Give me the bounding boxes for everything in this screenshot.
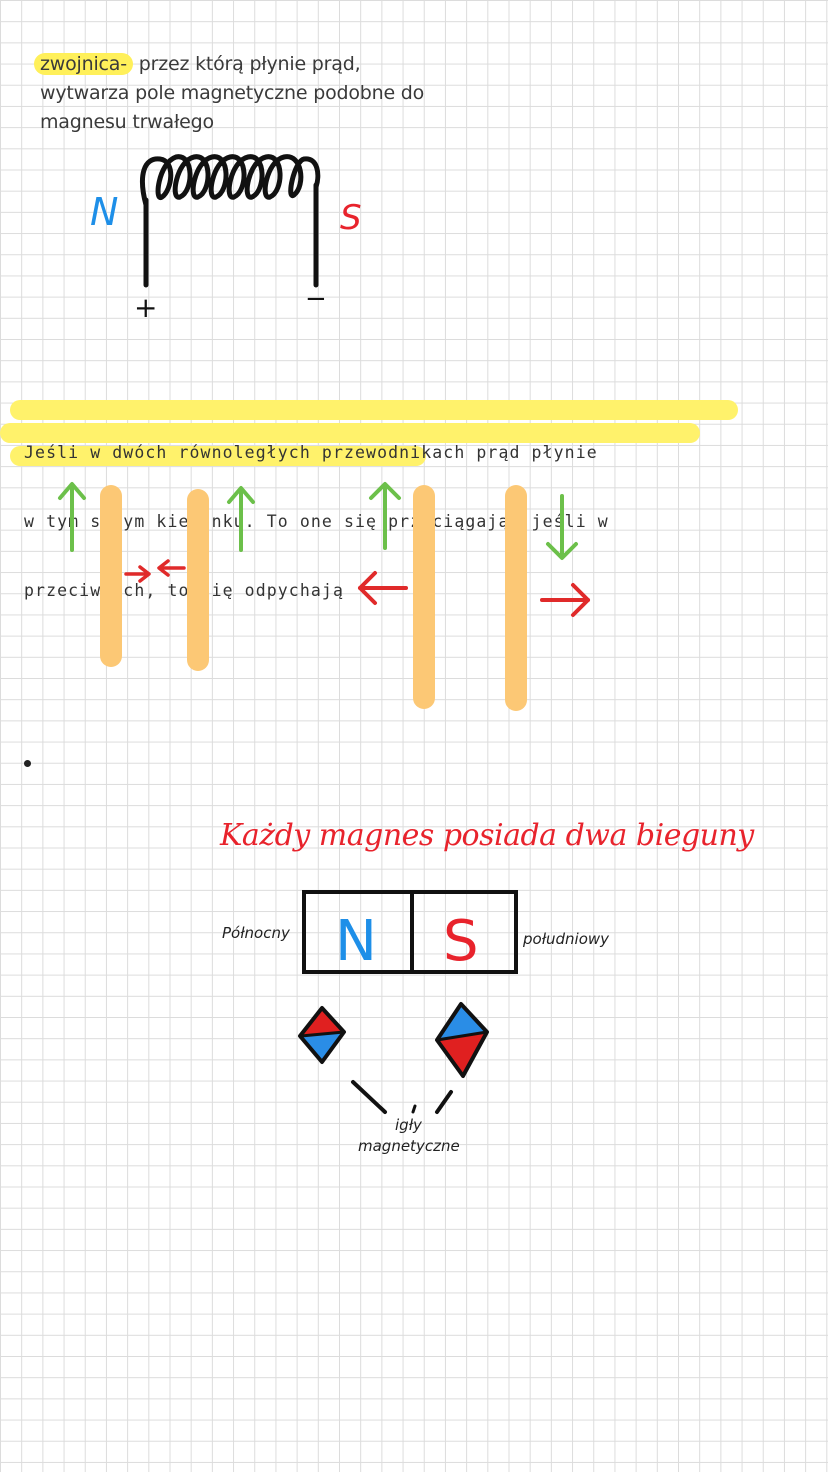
north-pole-text: Północny [222, 924, 290, 942]
note-line-3: magnesu trwałego [40, 111, 214, 133]
current-up-arrow [60, 484, 84, 550]
note-line-1: przez którą płynie prąd, [132, 53, 361, 75]
conductors-line-1: Jeśli w dwóch równoległych przewodnikach prąd płynie [24, 443, 598, 462]
attraction-arrows [126, 561, 184, 581]
highlighted-term: zwojnica- [34, 53, 133, 75]
conductors-line-2: w tym samym kierunku. To one się przyciągają. jeśli w [24, 512, 609, 531]
compass-needle-icon [300, 1008, 344, 1062]
plus-label: + [134, 291, 158, 324]
repulsion-arrow-right [542, 585, 588, 615]
conductors-line-3: przeciwnych, to się odpychają [24, 581, 344, 600]
current-up-arrow [229, 488, 253, 550]
current-down-arrow [548, 496, 576, 558]
compass-needle-icon [437, 1004, 487, 1076]
magnet-diagram [215, 880, 635, 1180]
minus-label: − [305, 284, 327, 314]
pointer-line [437, 1092, 451, 1112]
current-up-arrow [371, 484, 399, 548]
needles-label-line-2: magnetyczne [358, 1137, 460, 1155]
solenoid-note [40, 50, 460, 137]
magnet-south-letter: S [443, 909, 479, 974]
solenoid-diagram [80, 145, 380, 325]
pointer-line [353, 1082, 385, 1112]
repulsion-arrow-left [360, 573, 406, 603]
magnet-north-letter: N [335, 909, 377, 974]
south-pole-label: S [340, 198, 362, 238]
north-pole-label: N [90, 190, 119, 234]
note-line-2: wytwarza pole magnetyczne podobne do [40, 82, 425, 104]
south-pole-text: południowy [523, 930, 610, 948]
pointer-line [413, 1106, 415, 1112]
magnet-title: Każdy magnes posiada dwa bieguny [220, 818, 754, 853]
coil-drawing [142, 157, 317, 205]
needles-label-line-1: igły [395, 1116, 422, 1134]
conductors-diagram [0, 470, 828, 730]
bullet-point [24, 760, 31, 767]
